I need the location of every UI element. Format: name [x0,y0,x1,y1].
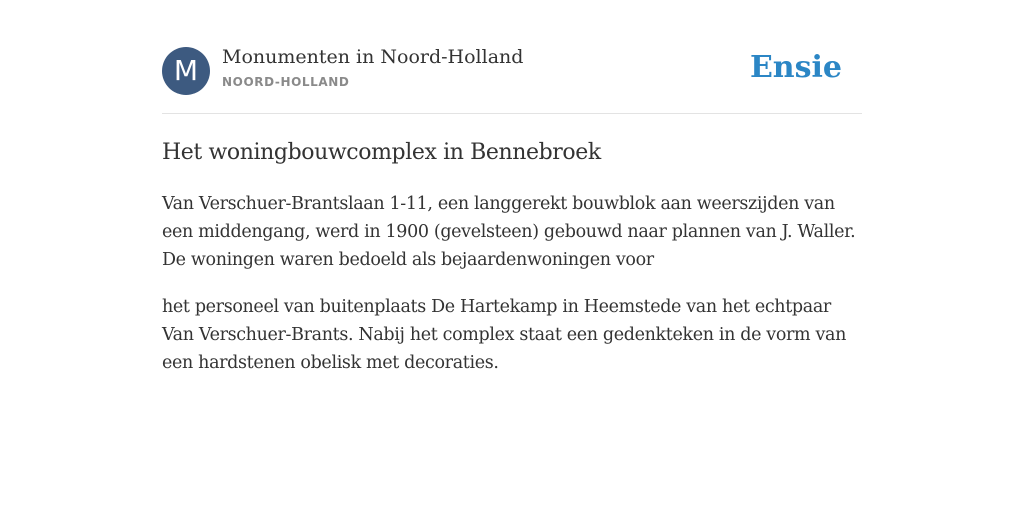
article-title: Het woningbouwcomplex in Bennebroek [162,140,601,165]
article-paragraph: Van Verschuer-Brantslaan 1-11, een langgerekt bouwblok aan weerszijden van een middengang, werd in 1900 (gevelsteen) gebouwd naar plannen van J. Waller. De woningen waren bedoeld als bejaardenwoningen voor [162,194,856,270]
article [162,138,862,377]
source-title[interactable]: Monumenten in Noord-Holland [222,46,524,68]
brand-logo[interactable]: Ensie [749,50,842,85]
header-divider [162,113,862,114]
source-subtitle: NOORD-HOLLAND [222,75,350,89]
article-paragraph: het personeel van buitenplaats De Hartekamp in Heemstede van het echtpaar Van Verschuer-Brants. Nabij het complex staat een gedenkteken in de vorm van een hardstenen obelisk met decoraties. [162,297,847,373]
avatar[interactable]: M [162,47,210,95]
source-header [162,46,862,96]
